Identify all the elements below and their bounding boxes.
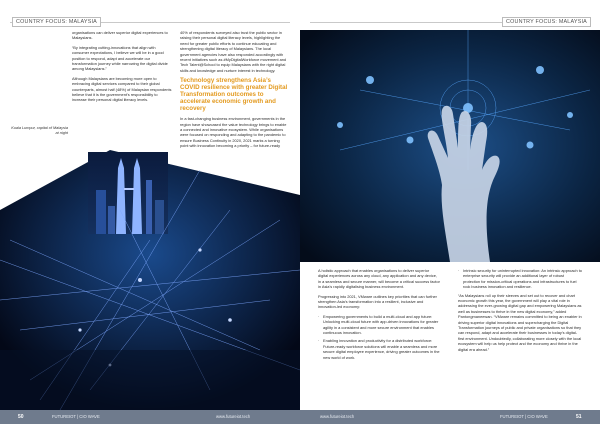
paragraph: “As Malaysians roll up their sleeves and set out to recover and chart economic growth this year, the government will play a vital role in addressing the ever-growing digital gap and empowering Malaysians as well as businesses to thrive in the new digital economy,” added Pantongmaneewan. “VMware remains committed to being an enabler in driving superior digital innovations and supercharging the Digital Transformation journeys of public and private organisations so that they can respond, adapt and accelerate their businesses in today’s digital-first environment. Undoubtedly, collaborating more closely with the local ecosystem will help us help protect and the economy and thrive in the digital era ahead.” [458, 292, 582, 352]
right-column-b [458, 268, 582, 356]
section-subhead: Technology strengthens Asia’s COVID resilience with greater Digital Transformation outcomes to accelerate economic growth and recovery [180, 77, 288, 113]
left-column-a [72, 30, 172, 107]
bullet-item: · Intrinsic security for uninterrupted innovation: An intrinsic approach to enterprise security will provide an additional layer of robust protection for mission-critical operations and infrastructures to fuel rock business innovation and resilience. [458, 268, 582, 290]
page-number: 51 [576, 414, 582, 420]
bullet-item: · Enabling innovation and productivity for a distributed workforce: Future-ready workforce solutions will enable a seamless and more secure digital employee experience, driving greater outcomes in the new world of work. [318, 338, 440, 360]
quote-paragraph: “By integrating cutting-innovations that align with consumer expectations, I believe we will be in a good position to respond, adapt and accelerate our transformation journey while narrowing the digital divide among Malaysians.” [72, 44, 168, 72]
paragraph: A holistic approach that enables organisations to deliver superior digital experiences across any cloud, any application and any device, in a seamless and secure manner, will become a critical success factor in Asia’s rapidly digitalising business environment. [318, 268, 440, 290]
kuala-lumpur-night-image [0, 150, 300, 410]
footer-brand: FUTUREIOT | CIO WAVE [52, 414, 100, 419]
paragraph: Although Malaysians are becoming more open to embracing digital services compared to their global counterparts, almost half (48%) of Malaysian respondents believe that it is the government’s responsibility to increase their personal digital literacy levels. [72, 75, 172, 103]
footer-bar [300, 410, 600, 424]
section-tag: COUNTRY FOCUS: MALAYSIA [12, 17, 101, 27]
digital-hand-interface-image [300, 30, 600, 262]
footer-brand: FUTUREIOT | CIO WAVE [500, 414, 548, 419]
left-column-b [180, 30, 288, 158]
paragraph: organisations can deliver superior digital experiences to Malaysians. [72, 30, 168, 41]
page-number: 50 [18, 414, 24, 420]
section-tag: COUNTRY FOCUS: MALAYSIA [502, 17, 591, 27]
paragraph: Progressing into 2021, VMware outlines key priorities that can further strengthen Asia’s transformation into a resilient, inclusive and innovation-led economy: [318, 293, 437, 310]
right-page [300, 0, 600, 424]
photo-caption: Kuala Lumpur, capital of Malaysia at night [11, 126, 68, 135]
bullet-item: · Empowering governments to build a multi-cloud and app future: Unlocking multi-cloud future with app-driven innovations for greater agility in a consistent and more secure environment that enables continuous innovation. [318, 314, 440, 336]
footer-url[interactable]: www.futureiot.tech [320, 414, 355, 419]
right-column-a [318, 268, 440, 363]
paragraph: 40% of respondents surveyed also trust the public sector in raising their personal digital literacy levels, highlighting the need for greater public efforts to continue educating and strengthening digital literacy of Malaysians. The local government agencies have also responded accordingly with recent initiatives such as #MyDigitalWorkforce movement and Tech Talent@School to equip Malaysians with the right digital skills and knowledge and nurture interest in technology. [180, 30, 287, 73]
footer-bar [0, 410, 300, 424]
footer-url[interactable]: www.futureiot.tech [216, 414, 251, 419]
paragraph: In a fast-changing business environment, governments in the region have showcased the value technology brings to enable a connected and innovative ecosystem. While organisations were focused on responding and adapting to the pandemic to ensure Business Continuity in 2020, 2021 marks a turning point with innovation becoming a priority – for future-ready [180, 116, 287, 149]
